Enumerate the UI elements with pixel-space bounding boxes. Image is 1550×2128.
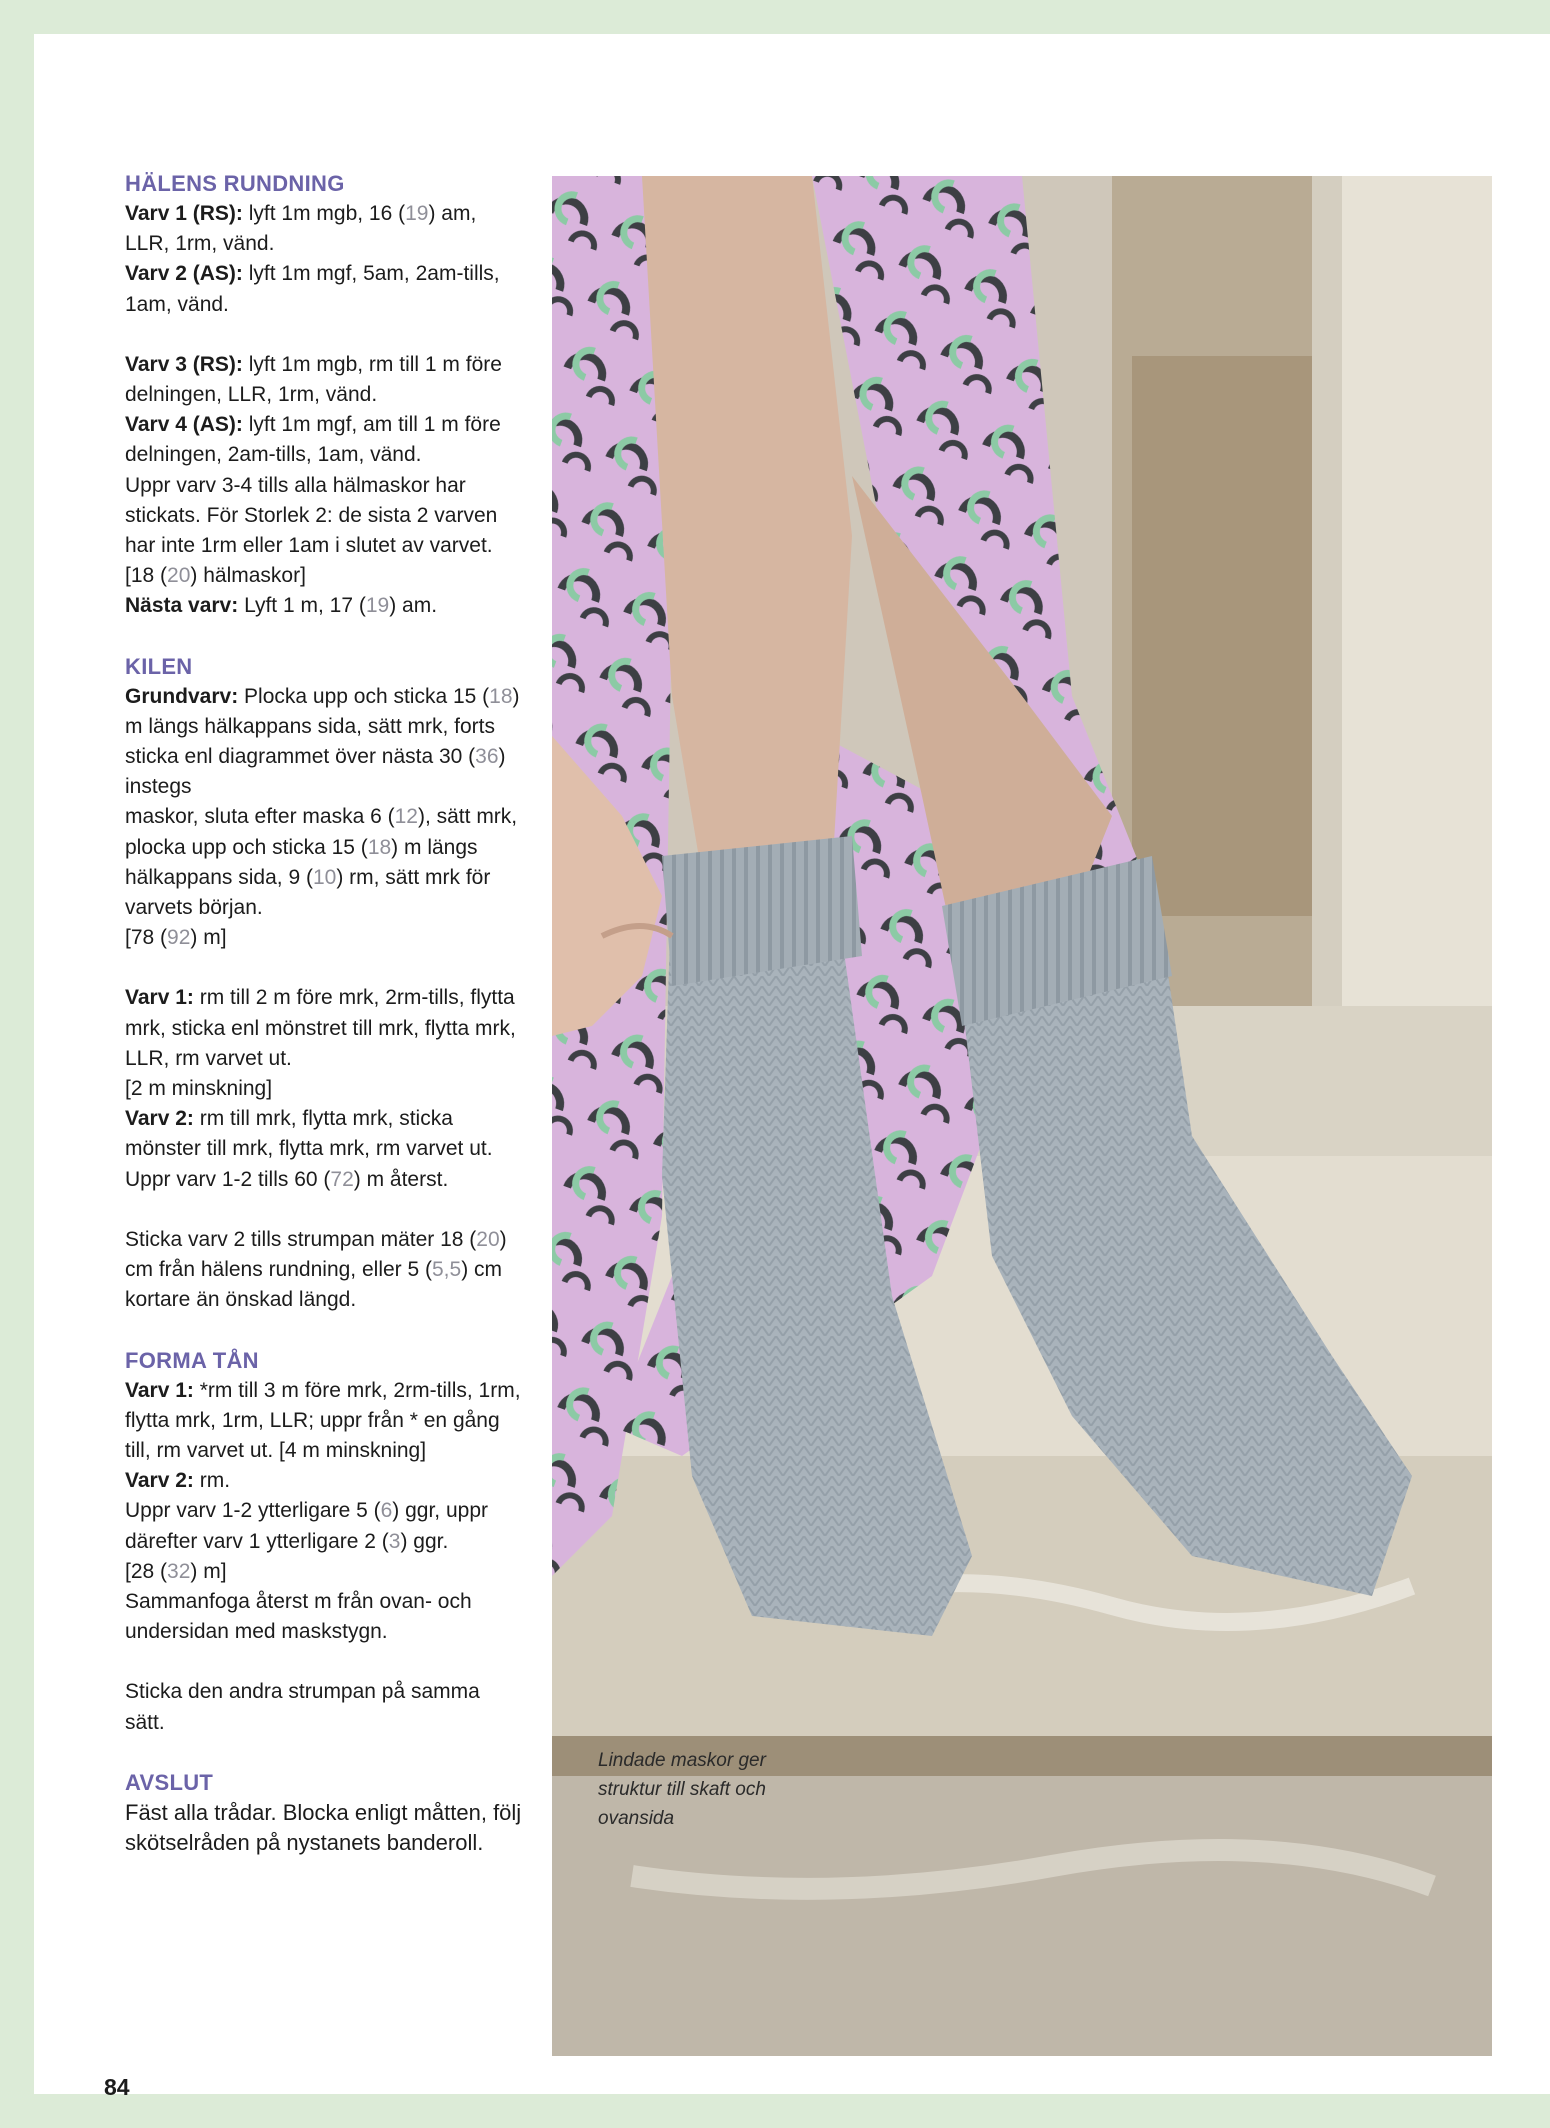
instruction-row: Varv 1 (RS): lyft 1m mgb, 16 (19) am, LLR, 1rm, vänd. [125,202,477,256]
instruction-row: Nästa varv: Lyft 1 m, 17 (19) am. [125,594,438,618]
instruction-row: Varv 2 (AS): lyft 1m mgf, 5am, 2am-tills, 1am, vänd. [125,262,500,316]
instruction-row: Varv 1: rm till 2 m före mrk, 2rm-tills, flytta mrk, sticka enl mönstret till mrk, flytta mrk, LLR, rm varvet ut. [125,986,516,1070]
instruction-text: Sticka den andra strumpan på samma sätt. [125,1680,480,1734]
section-heading: FORMA TÅN [125,1347,259,1373]
section-heading: KILEN [125,653,193,679]
instruction-text: Uppr varv 1-2 tills 60 (72) m återst. [125,1167,449,1191]
section-halens-rundning [125,169,525,622]
instructions-column [125,169,525,1889]
photo-caption: Lindade maskor ger struktur till skaft och ovansida [598,1750,766,1829]
stitch-count: [2 m minskning] [125,1077,273,1101]
instruction-row: Varv 3 (RS): lyft 1m mgb, rm till 1 m före delningen, LLR, 1rm, vänd. [125,352,502,407]
instruction-text: Uppr varv 1-2 ytterligare 5 (6) ggr, uppr därefter varv 1 ytterligare 2 (3) ggr. [125,1499,489,1553]
instruction-text: Sammanfoga återst m från ovan- och undersidan med maskstygn. [125,1589,472,1644]
instruction-row: Varv 1: *rm till 3 m före mrk, 2rm-tills, 1rm, flytta mrk, 1rm, LLR; uppr från * en gång till, rm varvet ut. [4 m minskning] [125,1378,521,1462]
instruction-row: Varv 2: rm. [125,1469,231,1493]
page-number: 84 [104,2074,130,2100]
section-kilen [125,652,525,1316]
stitch-count: [18 (20) hälmaskor] [125,564,306,588]
instruction-row: Grundvarv: Plocka upp och sticka 15 (18) m längs hälkappans sida, sätt mrk, forts sticka enl diagrammet över nästa 30 (36) instegs [125,684,520,799]
page [34,34,1550,2100]
stitch-count: [28 (32) m] [125,1559,227,1583]
instruction-row: Varv 2: rm till mrk, flytta mrk, sticka mönster till mrk, flytta mrk, rm varvet ut. [125,1107,493,1161]
instruction-text: Uppr varv 3-4 tills alla hälmaskor har stickats. För Storlek 2: de sista 2 varven har inte 1rm eller 1am i slutet av varvet. [125,473,498,558]
section-avslut [125,1768,525,1859]
section-forma-tan [125,1346,525,1738]
stitch-count: [78 (92) m] [125,926,227,950]
section-heading: AVSLUT [125,1769,214,1795]
instruction-row: Varv 4 (AS): lyft 1m mgf, am till 1 m före delningen, 2am-tills, 1am, vänd. [125,413,501,467]
instruction-text: maskor, sluta efter maska 6 (12), sätt mrk, plocka upp och sticka 15 (18) m längs hälkappans sida, 9 (10) rm, sätt mrk för varvets början. [125,805,518,920]
section-heading: HÄLENS RUNDNING [125,171,345,196]
instruction-text: Fäst alla trådar. Blocka enligt måtten, följ skötselråden på nystanets banderoll. [125,1799,522,1856]
instruction-text: Sticka varv 2 tills strumpan mäter 18 (20) cm från hälens rundning, eller 5 (5,5) cm kortare än önskad längd. [125,1227,507,1312]
